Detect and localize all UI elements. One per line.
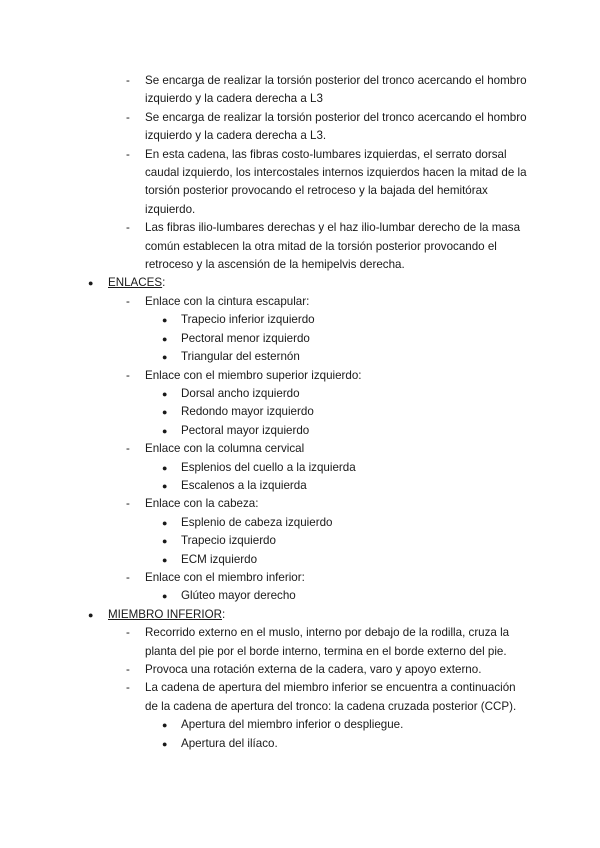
bullet-marker: ● <box>162 591 168 602</box>
heading-text: ENLACES <box>108 276 163 290</box>
dash-list-item <box>0 219 600 274</box>
dash-list-item <box>0 72 600 109</box>
bullet-marker: ● <box>88 278 94 289</box>
item-text: Trapecio izquierdo <box>181 534 276 548</box>
item-text: Redondo mayor izquierdo <box>181 405 314 419</box>
item-text: Dorsal ancho izquierdo <box>181 386 300 400</box>
item-text: Esplenio de cabeza izquierdo <box>181 515 333 529</box>
heading-colon: : <box>222 607 226 621</box>
bullet-marker: ● <box>162 425 168 436</box>
heading-text: MIEMBRO INFERIOR <box>108 607 223 621</box>
bullet-list-item <box>0 514 600 532</box>
dash-marker: - <box>126 442 130 456</box>
heading-line <box>108 606 528 624</box>
bullet-marker: ● <box>162 333 168 344</box>
dash-list-item <box>0 146 600 220</box>
section-heading <box>0 606 600 624</box>
bullet-list-item <box>0 551 600 569</box>
bullet-marker: ● <box>162 536 168 547</box>
item-text: Recorrido externo en el muslo, interno por debajo de la rodilla, cruza la planta del pie por el borde interno, termina en el borde externo del pie. <box>145 626 510 658</box>
dash-marker: - <box>126 681 130 695</box>
bullet-list-item <box>0 477 600 495</box>
section-heading <box>0 274 600 292</box>
document-content <box>0 72 600 753</box>
item-text: La cadena de apertura del miembro inferior se encuentra a continuación de la cadena de apertura del tronco: la cadena cruzada posterior (CCP). <box>145 681 517 713</box>
item-text: En esta cadena, las fibras costo-lumbares izquierdas, el serrato dorsal caudal izquierdo, los intercostales internos izquierdos hacen la mitad de la torsión posterior provocando el retroceso y la bajada del hemitórax izquierdo. <box>145 147 527 216</box>
item-text: Triangular del esternón <box>181 350 300 364</box>
dash-marker: - <box>126 74 130 87</box>
dash-marker: - <box>126 626 130 640</box>
item-text: Se encarga de realizar la torsión posterior del tronco acercando el hombro izquierdo y la cadera derecha a L3. <box>145 110 527 143</box>
item-text: Pectoral mayor izquierdo <box>181 423 310 437</box>
heading-colon: : <box>162 276 166 290</box>
item-text: ECM izquierdo <box>181 552 258 566</box>
bullet-marker: ● <box>162 352 168 363</box>
dash-list-item <box>0 569 600 587</box>
dash-marker: - <box>126 368 130 382</box>
item-text: Apertura del ilíaco. <box>181 736 278 750</box>
bullet-list-item <box>0 311 600 329</box>
dash-list-item <box>0 367 600 385</box>
bullet-marker: ● <box>88 609 94 620</box>
item-text: Esplenios del cuello a la izquierda <box>181 460 356 474</box>
item-text: Enlace con la cintura escapular: <box>145 294 310 308</box>
item-text: Las fibras ilio-lumbares derechas y el haz ilio-lumbar derecho de la masa común establecen la otra mitad de la torsión posterior provocando el retroceso y la ascensión de la hemipelvis derecha. <box>145 221 521 272</box>
bullet-list-item <box>0 385 600 403</box>
bullet-marker: ● <box>162 554 168 565</box>
bullet-marker: ● <box>162 720 168 731</box>
dash-list-item <box>0 293 600 311</box>
bullet-list-item <box>0 716 600 734</box>
item-text: Pectoral menor izquierdo <box>181 331 310 345</box>
dash-marker: - <box>126 570 130 584</box>
dash-list-item <box>0 440 600 458</box>
dash-list-item <box>0 109 600 146</box>
dash-marker: - <box>126 147 130 161</box>
bullet-marker: ● <box>162 462 168 473</box>
bullet-marker: ● <box>162 517 168 528</box>
bullet-marker: ● <box>162 315 168 326</box>
item-text: Enlace con la cabeza: <box>145 497 259 511</box>
dash-list-item <box>0 495 600 513</box>
dash-marker: - <box>126 221 130 235</box>
dash-marker: - <box>126 497 130 511</box>
bullet-list-item <box>0 422 600 440</box>
dash-marker: - <box>126 294 130 308</box>
bullet-marker: ● <box>162 388 168 399</box>
item-text: Enlace con el miembro inferior: <box>145 570 305 584</box>
item-text: Apertura del miembro inferior o despliegue. <box>181 718 404 732</box>
bullet-list-item <box>0 735 600 753</box>
item-text: Provoca una rotación externa de la cadera, varo y apoyo externo. <box>145 663 482 676</box>
bullet-list-item <box>0 532 600 550</box>
bullet-list-item <box>0 330 600 348</box>
bullet-list-item <box>0 403 600 421</box>
item-text: Trapecio inferior izquierdo <box>181 313 315 327</box>
dash-list-item <box>0 624 600 661</box>
dash-marker: - <box>126 110 130 124</box>
dash-marker: - <box>126 663 130 676</box>
dash-list-item <box>0 661 600 679</box>
heading-line <box>108 274 528 292</box>
item-text: Se encarga de realizar la torsión posterior del tronco acercando el hombro izquierdo y la cadera derecha a L3 <box>145 74 527 106</box>
bullet-marker: ● <box>162 407 168 418</box>
bullet-list-item <box>0 459 600 477</box>
item-text: Glúteo mayor derecho <box>181 589 296 603</box>
bullet-list-item <box>0 587 600 605</box>
item-text: Enlace con el miembro superior izquierdo: <box>145 368 362 382</box>
dash-list-item <box>0 679 600 716</box>
item-text: Escalenos a la izquierda <box>181 478 307 492</box>
bullet-marker: ● <box>162 738 168 749</box>
bullet-marker: ● <box>162 480 168 491</box>
item-text: Enlace con la columna cervical <box>145 442 305 456</box>
bullet-list-item <box>0 348 600 366</box>
